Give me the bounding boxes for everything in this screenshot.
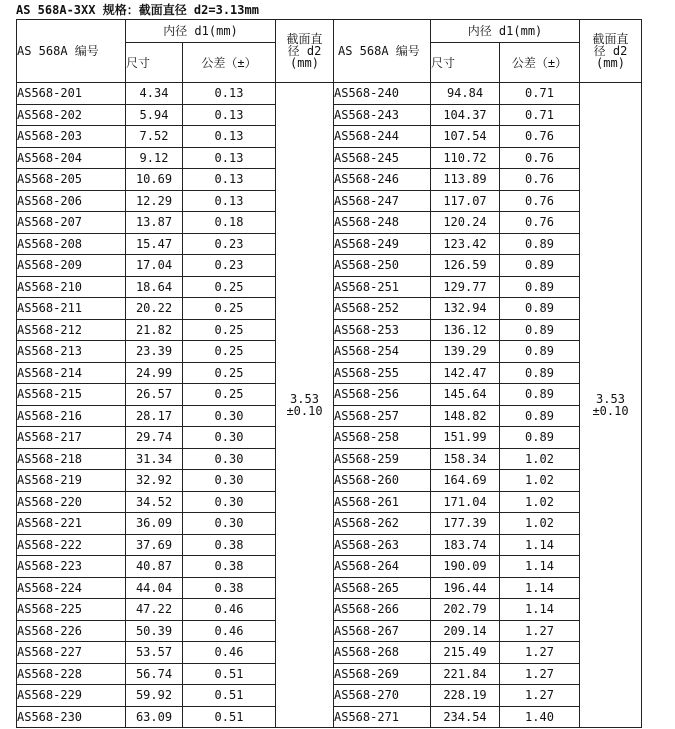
part-code-cell: AS568-261 bbox=[334, 491, 431, 513]
part-code-cell: AS568-212 bbox=[17, 319, 126, 341]
part-code-cell: AS568-204 bbox=[17, 147, 126, 169]
size-cell: 136.12 bbox=[431, 319, 500, 341]
size-cell: 126.59 bbox=[431, 255, 500, 277]
tolerance-cell: 1.14 bbox=[500, 577, 580, 599]
tolerance-cell: 0.89 bbox=[500, 341, 580, 363]
part-code-cell: AS568-214 bbox=[17, 362, 126, 384]
size-cell: 17.04 bbox=[126, 255, 183, 277]
tolerance-cell: 0.23 bbox=[183, 233, 276, 255]
part-code-cell: AS568-240 bbox=[334, 83, 431, 105]
size-cell: 221.84 bbox=[431, 663, 500, 685]
part-code-cell: AS568-207 bbox=[17, 212, 126, 234]
tolerance-cell: 0.30 bbox=[183, 405, 276, 427]
tolerance-cell: 0.76 bbox=[500, 147, 580, 169]
tolerance-cell: 1.27 bbox=[500, 685, 580, 707]
part-code-cell: AS568-202 bbox=[17, 104, 126, 126]
tolerance-cell: 0.25 bbox=[183, 341, 276, 363]
tolerance-cell: 0.89 bbox=[500, 405, 580, 427]
size-cell: 104.37 bbox=[431, 104, 500, 126]
tolerance-cell: 0.30 bbox=[183, 491, 276, 513]
part-code-cell: AS568-251 bbox=[334, 276, 431, 298]
part-code-cell: AS568-252 bbox=[334, 298, 431, 320]
part-code-cell: AS568-253 bbox=[334, 319, 431, 341]
tolerance-cell: 1.14 bbox=[500, 556, 580, 578]
tolerance-cell: 0.30 bbox=[183, 448, 276, 470]
part-code-cell: AS568-225 bbox=[17, 599, 126, 621]
part-code-cell: AS568-265 bbox=[334, 577, 431, 599]
part-code-cell: AS568-246 bbox=[334, 169, 431, 191]
header-size: 尺寸 bbox=[126, 43, 183, 83]
part-code-cell: AS568-210 bbox=[17, 276, 126, 298]
tolerance-cell: 1.02 bbox=[500, 448, 580, 470]
tolerance-cell: 0.89 bbox=[500, 319, 580, 341]
size-cell: 190.09 bbox=[431, 556, 500, 578]
part-code-cell: AS568-220 bbox=[17, 491, 126, 513]
part-code-cell: AS568-245 bbox=[334, 147, 431, 169]
part-code-cell: AS568-208 bbox=[17, 233, 126, 255]
part-code-cell: AS568-217 bbox=[17, 427, 126, 449]
spec-table-right bbox=[333, 19, 642, 728]
tolerance-cell: 0.76 bbox=[500, 169, 580, 191]
part-code-cell: AS568-223 bbox=[17, 556, 126, 578]
size-cell: 4.34 bbox=[126, 83, 183, 105]
part-code-cell: AS568-216 bbox=[17, 405, 126, 427]
size-cell: 215.49 bbox=[431, 642, 500, 664]
size-cell: 139.29 bbox=[431, 341, 500, 363]
part-code-cell: AS568-228 bbox=[17, 663, 126, 685]
size-cell: 158.34 bbox=[431, 448, 500, 470]
part-code-cell: AS568-219 bbox=[17, 470, 126, 492]
size-cell: 12.29 bbox=[126, 190, 183, 212]
tolerance-cell: 0.46 bbox=[183, 599, 276, 621]
header-cross-section: 截面直 径 d2 (mm) bbox=[276, 20, 334, 83]
tolerance-cell: 1.14 bbox=[500, 534, 580, 556]
tolerance-cell: 0.89 bbox=[500, 255, 580, 277]
size-cell: 132.94 bbox=[431, 298, 500, 320]
part-code-cell: AS568-206 bbox=[17, 190, 126, 212]
tolerance-cell: 0.23 bbox=[183, 255, 276, 277]
part-code-cell: AS568-221 bbox=[17, 513, 126, 535]
size-cell: 7.52 bbox=[126, 126, 183, 148]
size-cell: 18.64 bbox=[126, 276, 183, 298]
size-cell: 148.82 bbox=[431, 405, 500, 427]
tolerance-cell: 0.30 bbox=[183, 427, 276, 449]
part-code-cell: AS568-213 bbox=[17, 341, 126, 363]
part-code-cell: AS568-269 bbox=[334, 663, 431, 685]
part-code-cell: AS568-256 bbox=[334, 384, 431, 406]
part-code-cell: AS568-203 bbox=[17, 126, 126, 148]
size-cell: 36.09 bbox=[126, 513, 183, 535]
tolerance-cell: 0.25 bbox=[183, 384, 276, 406]
tolerance-cell: 0.89 bbox=[500, 233, 580, 255]
tolerance-cell: 0.46 bbox=[183, 620, 276, 642]
part-code-cell: AS568-268 bbox=[334, 642, 431, 664]
tolerance-cell: 1.02 bbox=[500, 470, 580, 492]
table-row bbox=[334, 83, 642, 105]
part-code-cell: AS568-263 bbox=[334, 534, 431, 556]
size-cell: 164.69 bbox=[431, 470, 500, 492]
size-cell: 32.92 bbox=[126, 470, 183, 492]
part-code-cell: AS568-248 bbox=[334, 212, 431, 234]
part-code-cell: AS568-270 bbox=[334, 685, 431, 707]
size-cell: 37.69 bbox=[126, 534, 183, 556]
part-code-cell: AS568-260 bbox=[334, 470, 431, 492]
tolerance-cell: 0.13 bbox=[183, 104, 276, 126]
tolerance-cell: 0.51 bbox=[183, 663, 276, 685]
tolerance-cell: 0.89 bbox=[500, 298, 580, 320]
size-cell: 34.52 bbox=[126, 491, 183, 513]
tolerance-cell: 0.71 bbox=[500, 104, 580, 126]
part-code-cell: AS568-250 bbox=[334, 255, 431, 277]
part-code-cell: AS568-215 bbox=[17, 384, 126, 406]
tolerance-cell: 0.13 bbox=[183, 190, 276, 212]
tolerance-cell: 0.89 bbox=[500, 384, 580, 406]
tolerance-cell: 0.89 bbox=[500, 276, 580, 298]
part-code-cell: AS568-229 bbox=[17, 685, 126, 707]
size-cell: 59.92 bbox=[126, 685, 183, 707]
tolerance-cell: 0.51 bbox=[183, 706, 276, 728]
tolerance-cell: 0.46 bbox=[183, 642, 276, 664]
part-code-cell: AS568-266 bbox=[334, 599, 431, 621]
document-title: AS 568A-3XX 规格：截面直径 d2=3.13mm bbox=[16, 3, 259, 17]
tolerance-cell: 1.27 bbox=[500, 642, 580, 664]
tolerance-cell: 0.38 bbox=[183, 556, 276, 578]
part-code-cell: AS568-257 bbox=[334, 405, 431, 427]
size-cell: 29.74 bbox=[126, 427, 183, 449]
size-cell: 171.04 bbox=[431, 491, 500, 513]
size-cell: 151.99 bbox=[431, 427, 500, 449]
part-code-cell: AS568-224 bbox=[17, 577, 126, 599]
size-cell: 15.47 bbox=[126, 233, 183, 255]
part-code-cell: AS568-271 bbox=[334, 706, 431, 728]
size-cell: 31.34 bbox=[126, 448, 183, 470]
tolerance-cell: 0.89 bbox=[500, 362, 580, 384]
header-tolerance: 公差（±） bbox=[183, 43, 276, 83]
tolerance-cell: 0.25 bbox=[183, 319, 276, 341]
size-cell: 23.39 bbox=[126, 341, 183, 363]
size-cell: 209.14 bbox=[431, 620, 500, 642]
size-cell: 63.09 bbox=[126, 706, 183, 728]
size-cell: 234.54 bbox=[431, 706, 500, 728]
part-code-cell: AS568-243 bbox=[334, 104, 431, 126]
part-code-cell: AS568-244 bbox=[334, 126, 431, 148]
header-tolerance: 公差（±） bbox=[500, 43, 580, 83]
tolerance-cell: 1.14 bbox=[500, 599, 580, 621]
tolerance-cell: 0.13 bbox=[183, 83, 276, 105]
tolerance-cell: 1.27 bbox=[500, 620, 580, 642]
size-cell: 94.84 bbox=[431, 83, 500, 105]
size-cell: 123.42 bbox=[431, 233, 500, 255]
part-code-cell: AS568-209 bbox=[17, 255, 126, 277]
size-cell: 120.24 bbox=[431, 212, 500, 234]
part-code-cell: AS568-222 bbox=[17, 534, 126, 556]
table-row bbox=[17, 83, 334, 105]
cross-section-value: 3.53 ±0.10 bbox=[580, 83, 642, 728]
part-code-cell: AS568-218 bbox=[17, 448, 126, 470]
size-cell: 107.54 bbox=[431, 126, 500, 148]
part-code-cell: AS568-258 bbox=[334, 427, 431, 449]
size-cell: 145.64 bbox=[431, 384, 500, 406]
size-cell: 110.72 bbox=[431, 147, 500, 169]
header-cross-section: 截面直 径 d2 (mm) bbox=[580, 20, 642, 83]
header-code: AS 568A 编号 bbox=[334, 20, 431, 83]
size-cell: 56.74 bbox=[126, 663, 183, 685]
tolerance-cell: 0.13 bbox=[183, 147, 276, 169]
size-cell: 196.44 bbox=[431, 577, 500, 599]
tolerance-cell: 0.71 bbox=[500, 83, 580, 105]
part-code-cell: AS568-262 bbox=[334, 513, 431, 535]
tolerance-cell: 0.51 bbox=[183, 685, 276, 707]
tolerance-cell: 0.25 bbox=[183, 298, 276, 320]
tolerance-cell: 0.13 bbox=[183, 126, 276, 148]
header-code: AS 568A 编号 bbox=[17, 20, 126, 83]
part-code-cell: AS568-230 bbox=[17, 706, 126, 728]
tolerance-cell: 0.25 bbox=[183, 276, 276, 298]
tolerance-cell: 0.13 bbox=[183, 169, 276, 191]
size-cell: 142.47 bbox=[431, 362, 500, 384]
size-cell: 13.87 bbox=[126, 212, 183, 234]
part-code-cell: AS568-259 bbox=[334, 448, 431, 470]
tolerance-cell: 0.38 bbox=[183, 577, 276, 599]
part-code-cell: AS568-201 bbox=[17, 83, 126, 105]
part-code-cell: AS568-255 bbox=[334, 362, 431, 384]
tolerance-cell: 0.76 bbox=[500, 212, 580, 234]
tolerance-cell: 1.02 bbox=[500, 513, 580, 535]
tolerance-cell: 0.76 bbox=[500, 190, 580, 212]
size-cell: 202.79 bbox=[431, 599, 500, 621]
header-size: 尺寸 bbox=[431, 43, 500, 83]
size-cell: 20.22 bbox=[126, 298, 183, 320]
size-cell: 50.39 bbox=[126, 620, 183, 642]
size-cell: 47.22 bbox=[126, 599, 183, 621]
size-cell: 28.17 bbox=[126, 405, 183, 427]
part-code-cell: AS568-264 bbox=[334, 556, 431, 578]
header-inner-diameter: 内径 d1(mm) bbox=[431, 20, 580, 43]
tolerance-cell: 1.27 bbox=[500, 663, 580, 685]
part-code-cell: AS568-249 bbox=[334, 233, 431, 255]
part-code-cell: AS568-205 bbox=[17, 169, 126, 191]
size-cell: 26.57 bbox=[126, 384, 183, 406]
size-cell: 117.07 bbox=[431, 190, 500, 212]
part-code-cell: AS568-247 bbox=[334, 190, 431, 212]
tolerance-cell: 1.02 bbox=[500, 491, 580, 513]
tolerance-cell: 1.40 bbox=[500, 706, 580, 728]
size-cell: 228.19 bbox=[431, 685, 500, 707]
size-cell: 5.94 bbox=[126, 104, 183, 126]
size-cell: 21.82 bbox=[126, 319, 183, 341]
size-cell: 113.89 bbox=[431, 169, 500, 191]
part-code-cell: AS568-254 bbox=[334, 341, 431, 363]
size-cell: 24.99 bbox=[126, 362, 183, 384]
part-code-cell: AS568-267 bbox=[334, 620, 431, 642]
size-cell: 10.69 bbox=[126, 169, 183, 191]
tolerance-cell: 0.38 bbox=[183, 534, 276, 556]
size-cell: 177.39 bbox=[431, 513, 500, 535]
size-cell: 9.12 bbox=[126, 147, 183, 169]
part-code-cell: AS568-211 bbox=[17, 298, 126, 320]
size-cell: 53.57 bbox=[126, 642, 183, 664]
size-cell: 44.04 bbox=[126, 577, 183, 599]
tolerance-cell: 0.18 bbox=[183, 212, 276, 234]
part-code-cell: AS568-226 bbox=[17, 620, 126, 642]
tolerance-cell: 0.25 bbox=[183, 362, 276, 384]
tolerance-cell: 0.76 bbox=[500, 126, 580, 148]
part-code-cell: AS568-227 bbox=[17, 642, 126, 664]
cross-section-value: 3.53 ±0.10 bbox=[276, 83, 334, 728]
size-cell: 40.87 bbox=[126, 556, 183, 578]
size-cell: 129.77 bbox=[431, 276, 500, 298]
tolerance-cell: 0.30 bbox=[183, 470, 276, 492]
size-cell: 183.74 bbox=[431, 534, 500, 556]
tolerance-cell: 0.89 bbox=[500, 427, 580, 449]
header-inner-diameter: 内径 d1(mm) bbox=[126, 20, 276, 43]
tolerance-cell: 0.30 bbox=[183, 513, 276, 535]
spec-table-left bbox=[16, 19, 334, 728]
